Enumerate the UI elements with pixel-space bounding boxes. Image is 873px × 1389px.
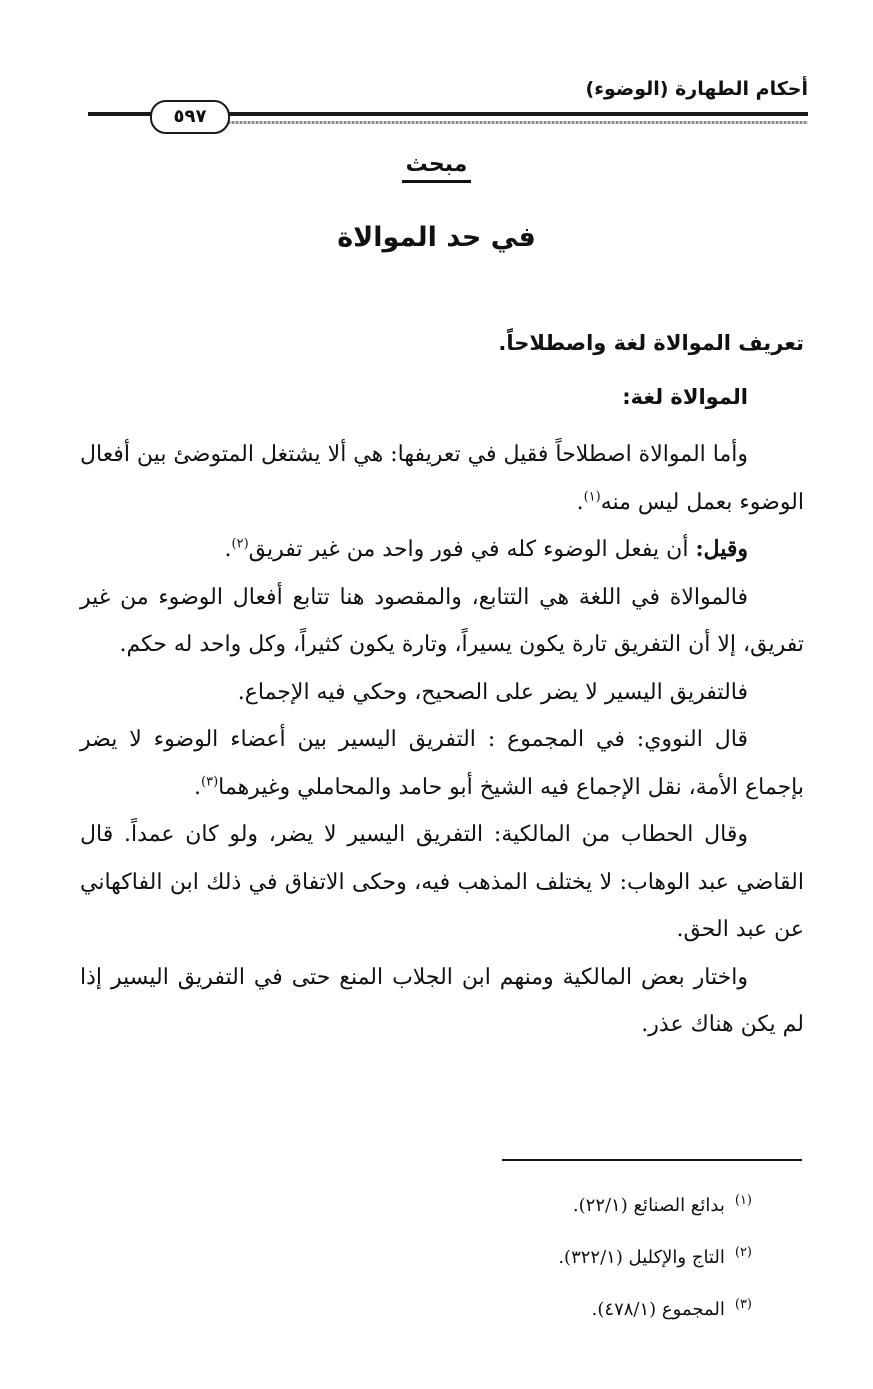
paragraph-1-end: . bbox=[576, 489, 584, 515]
paragraph-2 bbox=[80, 526, 804, 574]
footnotes bbox=[300, 1180, 752, 1336]
chapter-title: في حد الموالاة bbox=[337, 222, 536, 253]
paragraph-4: فالتفريق اليسير لا يضر على الصحيح، وحكي فيه الإجماع. bbox=[237, 679, 748, 705]
body-text bbox=[80, 320, 804, 1049]
paragraph-2-term: وقيل: bbox=[695, 536, 748, 562]
footnote-1 bbox=[300, 1180, 752, 1232]
footnote-ref-1: (١) bbox=[583, 489, 601, 505]
paragraph-3: فالموالاة في اللغة هي التتابع، والمقصود هنا تتابع أفعال الوضوء من غير تفريق، إلا أن التفريق تارة يكون يسيراً، وتارة يكون كثيراً، وكل واحد له حكم. bbox=[80, 584, 804, 657]
footnote-1-text: بدائع الصنائع (٢٢/١). bbox=[572, 1195, 725, 1216]
subsection-heading: الموالاة لغة: bbox=[622, 384, 748, 409]
footnote-3 bbox=[300, 1284, 752, 1336]
footnote-1-marker: (١) bbox=[734, 1193, 752, 1208]
chapter-kicker bbox=[0, 152, 873, 183]
paragraph-5-text: قال النووي: في المجموع : التفريق اليسير بين أعضاء الوضوء لا يضر بإجماع الأمة، نقل الإجماع فيه الشيخ أبو حامد والمحاملي وغيرهما bbox=[80, 727, 804, 800]
paragraph-5-end: . bbox=[194, 774, 202, 800]
paragraph-1 bbox=[80, 431, 804, 526]
paragraph-2-text: أن يفعل الوضوء كله في فور واحد من غير تفريق bbox=[248, 537, 696, 562]
paragraph-2-end: . bbox=[224, 537, 232, 562]
footnote-ref-2: (٢) bbox=[231, 536, 249, 552]
paragraph-7: واختار بعض المالكية ومنهم ابن الجلاب المنع حتى في التفريق اليسير إذا لم يكن هناك عذر. bbox=[80, 964, 804, 1037]
footnote-2 bbox=[300, 1232, 752, 1284]
paragraph-6: وقال الحطاب من المالكية: التفريق اليسير لا يضر، ولو كان عمداً. قال القاضي عبد الوهاب: لا يختلف المذهب فيه، وحكى الاتفاق في ذلك ابن الفاكهاني عن عبد الحق. bbox=[80, 822, 804, 942]
footnote-ref-3: (٣) bbox=[201, 774, 219, 790]
footnote-2-marker: (٢) bbox=[734, 1245, 752, 1260]
footnote-3-text: المجموع (٤٧٨/١). bbox=[591, 1299, 725, 1320]
page-number: ٥٩٧ bbox=[150, 100, 230, 134]
footnote-separator bbox=[502, 1159, 802, 1161]
chapter-kicker-label: مبحث bbox=[402, 152, 472, 183]
header-rule-dotted bbox=[228, 121, 808, 124]
book-title: أحكام الطهارة (الوضوء) bbox=[585, 78, 808, 100]
running-header bbox=[88, 72, 808, 132]
section-heading: تعريف الموالاة لغة واصطلاحاً. bbox=[498, 331, 804, 355]
paragraph-1-text: وأما الموالاة اصطلاحاً فقيل في تعريفها: هي ألا يشتغل المتوضئ بين أفعال الوضوء بعمل ليس منه bbox=[80, 442, 804, 515]
paragraph-5 bbox=[80, 716, 804, 811]
footnote-2-text: التاج والإكليل (٣٢٢/١). bbox=[558, 1247, 725, 1268]
footnote-3-marker: (٣) bbox=[734, 1297, 752, 1312]
